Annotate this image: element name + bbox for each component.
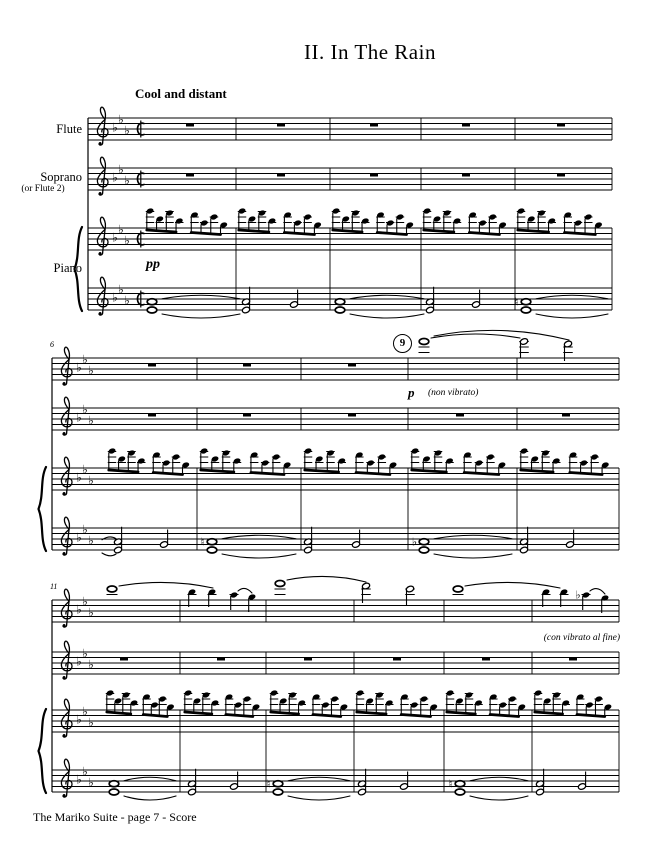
svg-text:♭: ♭ <box>76 602 82 617</box>
svg-text:♮: ♮ <box>266 777 271 791</box>
instrument-label-flute: Flute <box>56 122 82 136</box>
svg-text:♭: ♭ <box>88 533 94 548</box>
svg-text:♭: ♭ <box>112 230 118 245</box>
svg-text:♭: ♭ <box>88 605 94 620</box>
svg-text:♭: ♭ <box>112 120 118 135</box>
svg-text:♭: ♭ <box>76 772 82 787</box>
svg-text:♭: ♭ <box>118 222 124 237</box>
svg-text:♭: ♭ <box>124 293 130 308</box>
svg-text:♭: ♭ <box>118 282 124 297</box>
expression-non-vibrato: (non vibrato) <box>428 388 479 398</box>
svg-text:♭: ♭ <box>82 402 88 417</box>
svg-text:♭: ♭ <box>88 657 94 672</box>
instrument-label-piano: Piano <box>53 261 82 275</box>
piece-title: II. In The Rain <box>304 40 436 64</box>
svg-text:♭: ♭ <box>124 233 130 248</box>
svg-text:♭: ♭ <box>82 352 88 367</box>
svg-text:♮: ♮ <box>448 777 453 791</box>
instrument-label-soprano: Soprano <box>40 170 82 184</box>
svg-text:♭: ♭ <box>76 712 82 727</box>
svg-text:♭: ♭ <box>575 588 581 602</box>
page-footer: The Mariko Suite - page 7 - Score <box>33 810 197 824</box>
svg-text:♭: ♭ <box>88 775 94 790</box>
svg-text:♭: ♭ <box>76 410 82 425</box>
svg-text:♭: ♭ <box>76 654 82 669</box>
measure-number-6: 6 <box>50 340 54 349</box>
instrument-label-soprano-alt: (or Flute 2) <box>21 184 65 194</box>
system-3 <box>39 576 620 800</box>
dynamic-pp: pp <box>146 257 160 272</box>
measure-number-11: 11 <box>50 582 58 591</box>
svg-text:♭: ♭ <box>82 704 88 719</box>
svg-text:♭: ♭ <box>82 764 88 779</box>
svg-text:♭: ♭ <box>88 413 94 428</box>
svg-text:♭: ♭ <box>112 170 118 185</box>
svg-text:♭: ♭ <box>88 363 94 378</box>
rehearsal-mark-9: 9 <box>393 334 412 353</box>
dynamic-p: p <box>408 385 415 400</box>
svg-text:♭: ♭ <box>82 462 88 477</box>
svg-text:♭: ♭ <box>88 715 94 730</box>
svg-text:♭: ♭ <box>118 162 124 177</box>
svg-text:♭: ♭ <box>124 123 130 138</box>
svg-text:♮: ♮ <box>514 295 519 309</box>
svg-text:♭: ♭ <box>112 290 118 305</box>
svg-text:♭: ♭ <box>118 112 124 127</box>
svg-text:♭: ♭ <box>88 473 94 488</box>
system-2 <box>39 330 620 558</box>
svg-text:♮: ♮ <box>200 535 205 549</box>
system-1 <box>75 107 613 318</box>
svg-text:♭: ♭ <box>76 360 82 375</box>
svg-text:♭: ♭ <box>82 522 88 537</box>
tempo-marking: Cool and distant <box>135 86 227 101</box>
svg-text:♭: ♭ <box>82 646 88 661</box>
expression-con-vibrato: (con vibrato al fine) <box>543 633 620 643</box>
svg-text:♭: ♭ <box>76 470 82 485</box>
svg-text:♭: ♭ <box>82 594 88 609</box>
svg-text:♭: ♭ <box>124 173 130 188</box>
svg-text:♭: ♭ <box>76 530 82 545</box>
svg-text:♭: ♭ <box>411 535 418 549</box>
